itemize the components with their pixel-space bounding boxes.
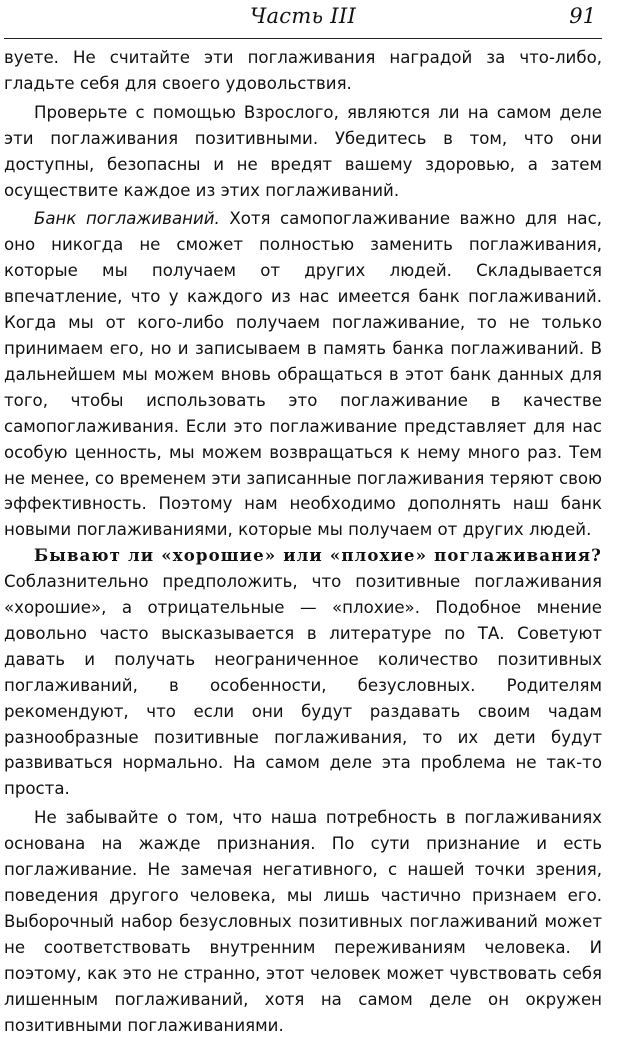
section-subheading: Бывают ли «хорошие» или «плохие» поглаживания? <box>34 545 602 566</box>
paragraph-good-bad-strokes <box>4 543 602 802</box>
paragraph-continued <box>4 45 602 97</box>
paragraph-text: вуете. Не считайте эти поглаживания наградой за что-либо, гладьте себя для своего удовольствия. <box>4 48 602 93</box>
paragraph-recognition <box>4 805 602 1038</box>
page-number: 91 <box>569 4 596 28</box>
term-stroke-bank: Банк поглаживаний. <box>34 209 220 229</box>
paragraph-text: Проверьте с помощью Взрослого, являются ли на самом деле эти поглаживания позитивными. Убедитесь в том, что они доступны, безопасны и не вредят вашему здоровью, а затем осуществите каждое из этих поглаживаний. <box>4 102 602 200</box>
body-text <box>4 45 602 1038</box>
paragraph-text: Соблазнительно предположить, что позитивные поглаживания «хорошие», а отрицательные — «плохие». Подобное мнение довольно часто высказывается в литературе по ТА. Советуют давать и получать неограниченное количество позитивных поглаживаний, в особенности, безусловных. Родителям рекомендуют, что если они будут раздавать своим чадам разнообразные позитивные поглаживания, то их дети будут развиваться нормально. На самом деле эта проблема не так-то проста. <box>4 572 602 799</box>
running-title: Часть III <box>249 4 357 28</box>
running-header <box>4 0 602 39</box>
paragraph-text: Хотя самопоглаживание важно для нас, оно никогда не сможет полностью заменить поглаживания, которые мы получаем от других людей. Складывается впечатление, что у каждого из нас имеется банк поглаживаний. Когда мы от кого-либо получаем поглаживание, то не только принимаем его, но и записываем в память банка поглаживаний. В дальнейшем мы можем вновь обращаться в этот банк данных для того, чтобы использовать это поглаживание в качестве самопоглаживания. Если это поглаживание представляет для нас особую ценность, мы можем возвращаться к нему много раз. Тем не менее, со временем эти записанные поглаживания теряют свою эффективность. Поэтому нам необходимо дополнять наш банк новыми поглаживаниями, которые мы получаем от других людей. <box>4 209 602 540</box>
paragraph-stroke-bank <box>4 206 602 543</box>
paragraph-text: Не забывайте о том, что наша потребность в поглаживаниях основана на жажде признания. По сути признание и есть поглаживание. Не замечая негативного, с нашей точки зрения, поведения другого человека, мы лишь частично признаем его. Выборочный набор безусловных позитивных поглаживаний может не соответствовать внутренним переживаниям человека. И поэтому, как это не странно, этот человек может чувствовать себя лишенным поглаживаний, хотя на самом деле он окружен позитивными поглаживаниями. <box>4 808 602 1035</box>
paragraph-adult-check <box>4 100 602 204</box>
